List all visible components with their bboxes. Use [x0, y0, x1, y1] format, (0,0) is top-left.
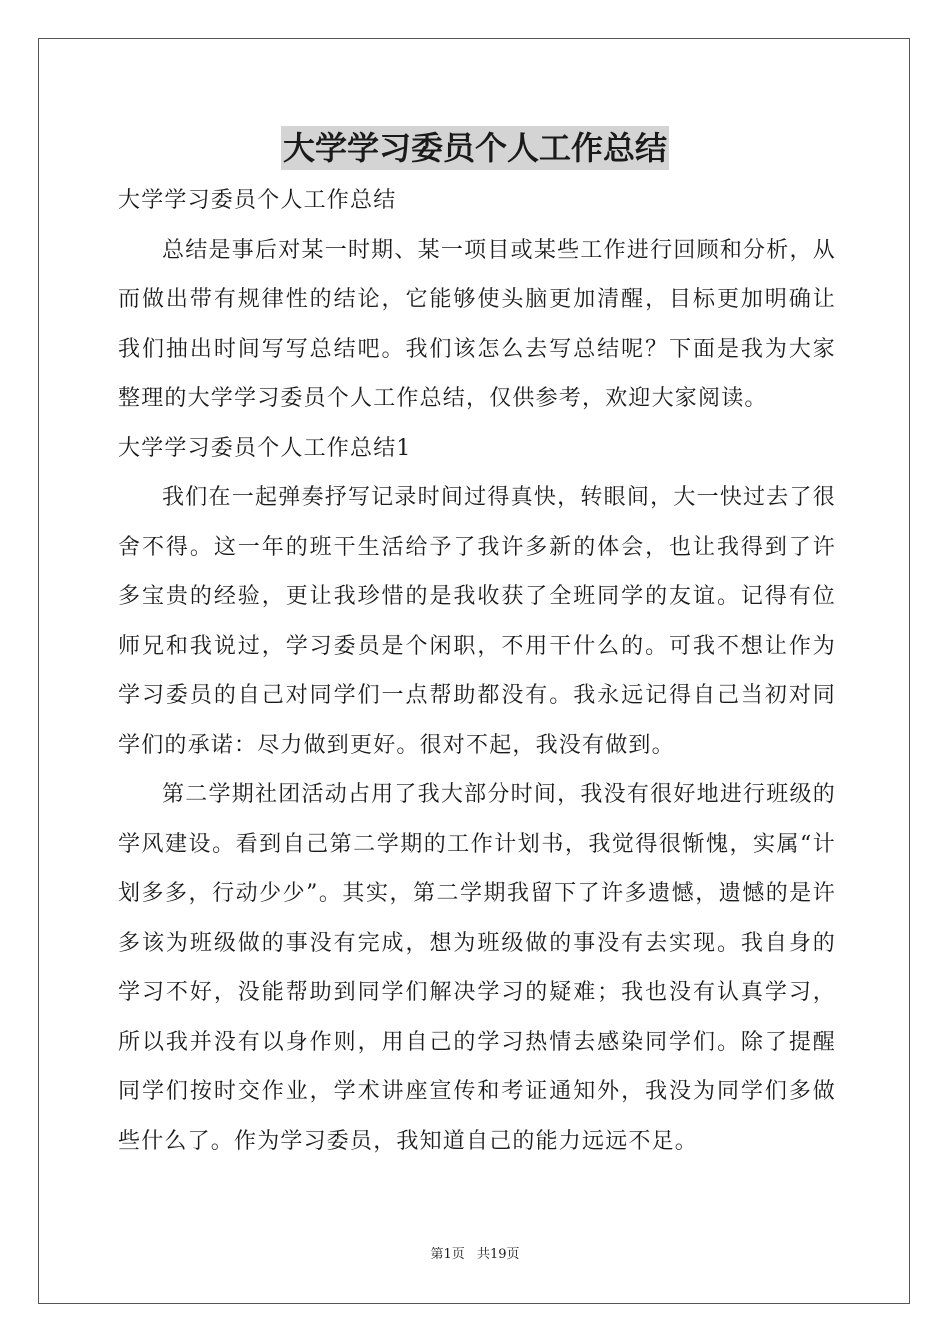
page-total: 共19页	[476, 1247, 520, 1262]
section-paragraph-2: 第二学期社团活动占用了我大部分时间，我没有很好地进行班级的学风建设。看到自己第二学期的工作计划书，我觉得很惭愧，实属“计划多多，行动少少”。其实，第二学期我留下了许多遗憾，遗憾的是许多该为班级做的事没有完成，想为班级做的事没有去实现。我自身的学习不好，没能帮助到同学们解决学习的疑难；我也没有认真学习，所以我并没有以身作则，用自己的学习热情去感染同学们。除了提醒同学们按时交作业，学术讲座宣传和考证通知外，我没为同学们多做些什么了。作为学习委员，我知道自己的能力远远不足。	[118, 782, 836, 1154]
title-container	[0, 126, 950, 170]
section-heading: 大学学习委员个人工作总结1	[118, 435, 412, 461]
document-subtitle: 大学学习委员个人工作总结	[118, 188, 397, 213]
document-title: 大学学习委员个人工作总结	[281, 126, 669, 170]
page-footer	[0, 1246, 950, 1264]
page-number: 第1页	[430, 1247, 465, 1262]
section-paragraph-1: 我们在一起弹奏抒写记录时间过得真快，转眼间，大一快过去了很舍不得。这一年的班干生活给予了我许多新的体会，也让我得到了许多宝贵的经验，更让我珍惜的是我收获了全班同学的友谊。记得有位师兄和我说过，学习委员是个闲职，不用干什么的。可我不想让作为学习委员的自己对同学们一点帮助都没有。我永远记得自己当初对同学们的承诺：尽力做到更好。很对不起，我没有做到。	[118, 485, 836, 758]
intro-paragraph: 总结是事后对某一时期、某一项目或某些工作进行回顾和分析，从而做出带有规律性的结论，它能够使头脑更加清醒，目标更加明确让我们抽出时间写写总结吧。我们该怎么去写总结呢？下面是我为大家整理的大学学习委员个人工作总结，仅供参考，欢迎大家阅读。	[118, 237, 836, 411]
document-body	[118, 176, 836, 1166]
